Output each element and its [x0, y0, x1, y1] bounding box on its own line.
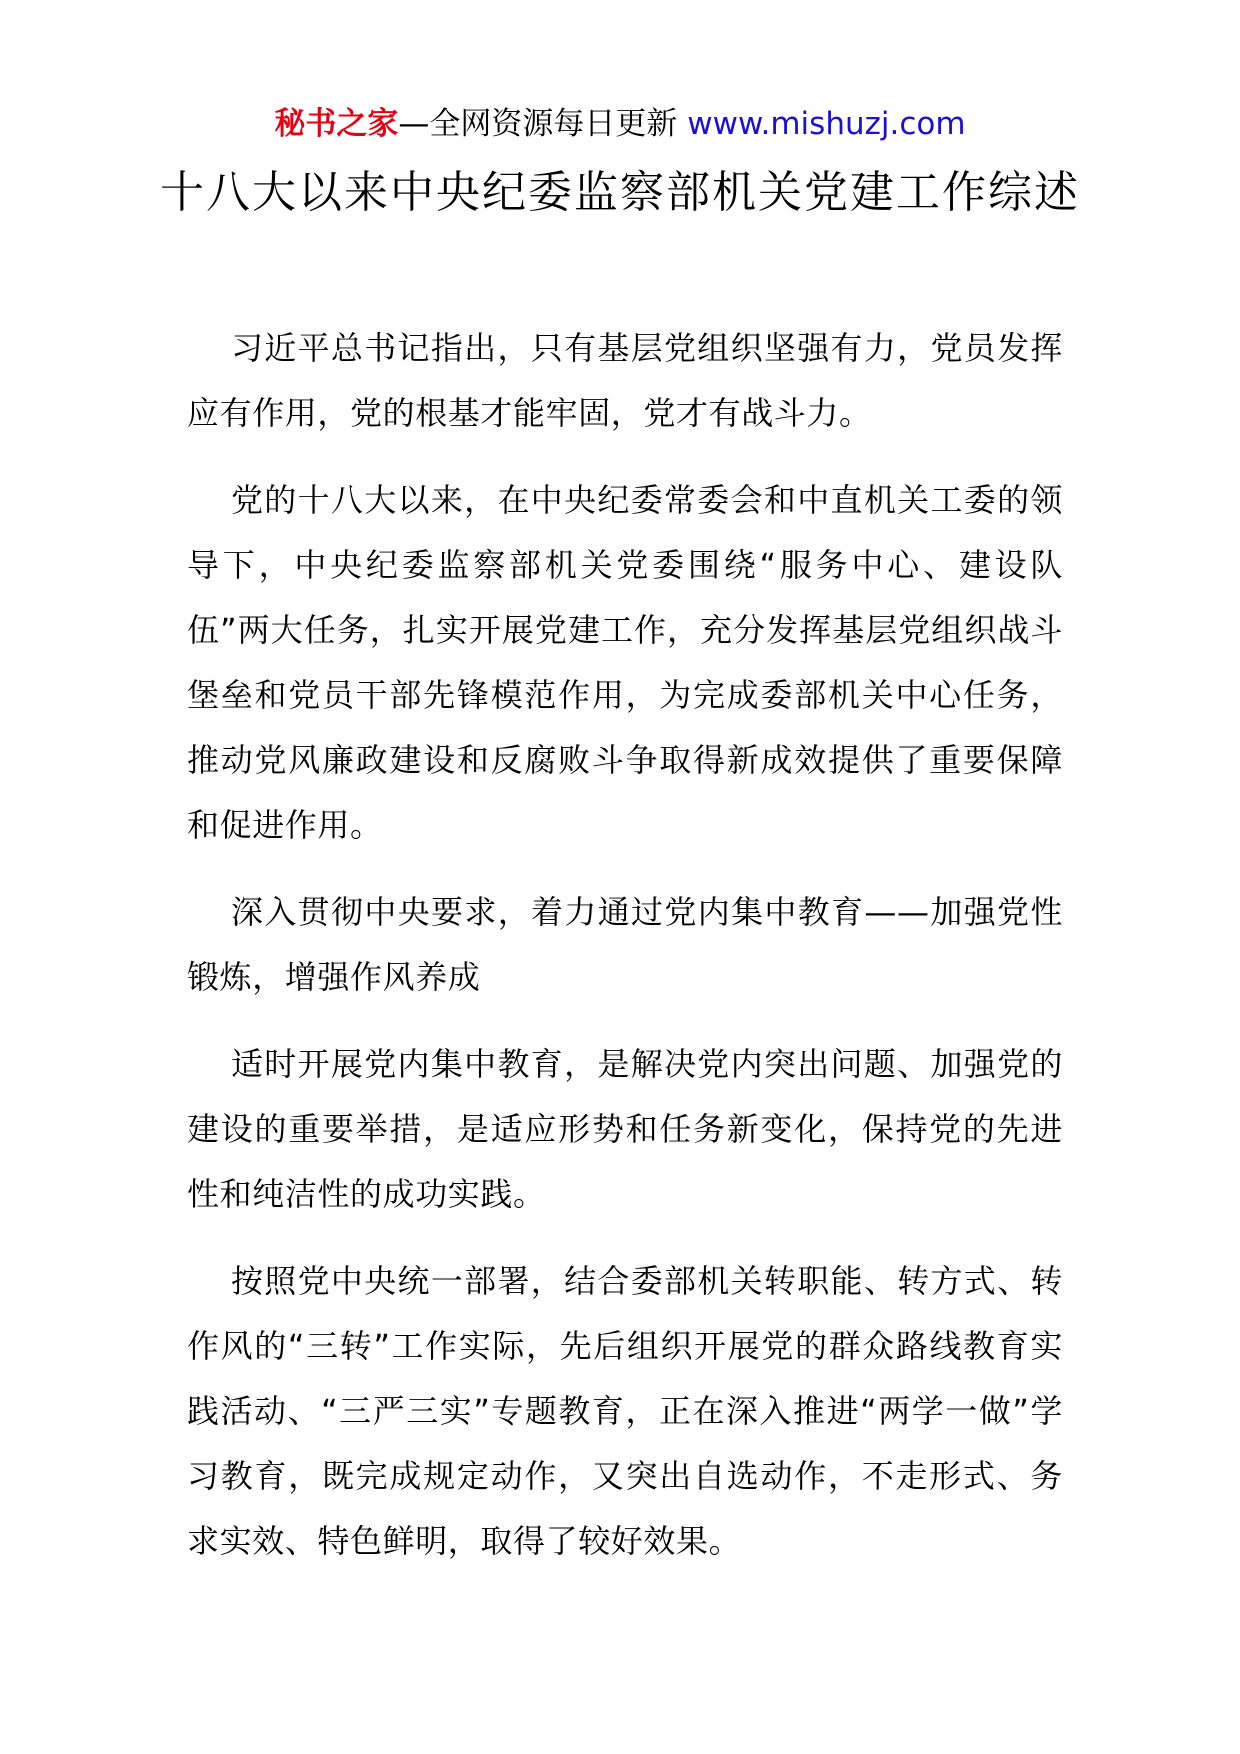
paragraph-4: 适时开展党内集中教育，是解决党内突出问题、加强党的建设的重要举措，是适应形势和任务新变化，保持党的先进性和纯洁性的成功实践。: [187, 1045, 1063, 1213]
site-tagline: —全网资源每日更新: [398, 106, 688, 142]
document-body: [187, 316, 1063, 1596]
paragraph-5: 按照党中央统一部署，结合委部机关转职能、转方式、转作风的“三转”工作实际，先后组织开展党的群众路线教育实践活动、“三严三实”专题教育，正在深入推进“两学一做”学习教育，既完成规定动作，又突出自选动作，不走形式、务求实效、特色鲜明，取得了较好效果。: [187, 1262, 1063, 1560]
paragraph-3: 深入贯彻中央要求，着力通过党内集中教育——加强党性锻炼，增强作风养成: [187, 893, 1063, 996]
site-brand: 秘书之家: [274, 106, 399, 142]
paragraph-1: 习近平总书记指出，只有基层党组织坚强有力，党员发挥应有作用，党的根基才能牢固，党才有战斗力。: [187, 329, 1063, 432]
document-title: 十八大以来中央纪委监察部机关党建工作综述: [160, 167, 1080, 218]
site-url-link[interactable]: www.mishuzj.com: [687, 106, 966, 142]
paragraph-2: 党的十八大以来，在中央纪委常委会和中直机关工委的领导下，中央纪委监察部机关党委围绕“服务中心、建设队伍”两大任务，扎实开展党建工作，充分发挥基层党组织战斗堡垒和党员干部先锋模范作用，为完成委部机关中心任务，推动党风廉政建设和反腐败斗争取得新成效提供了重要保障和促进作用。: [187, 481, 1063, 844]
site-header: [0, 102, 1240, 146]
